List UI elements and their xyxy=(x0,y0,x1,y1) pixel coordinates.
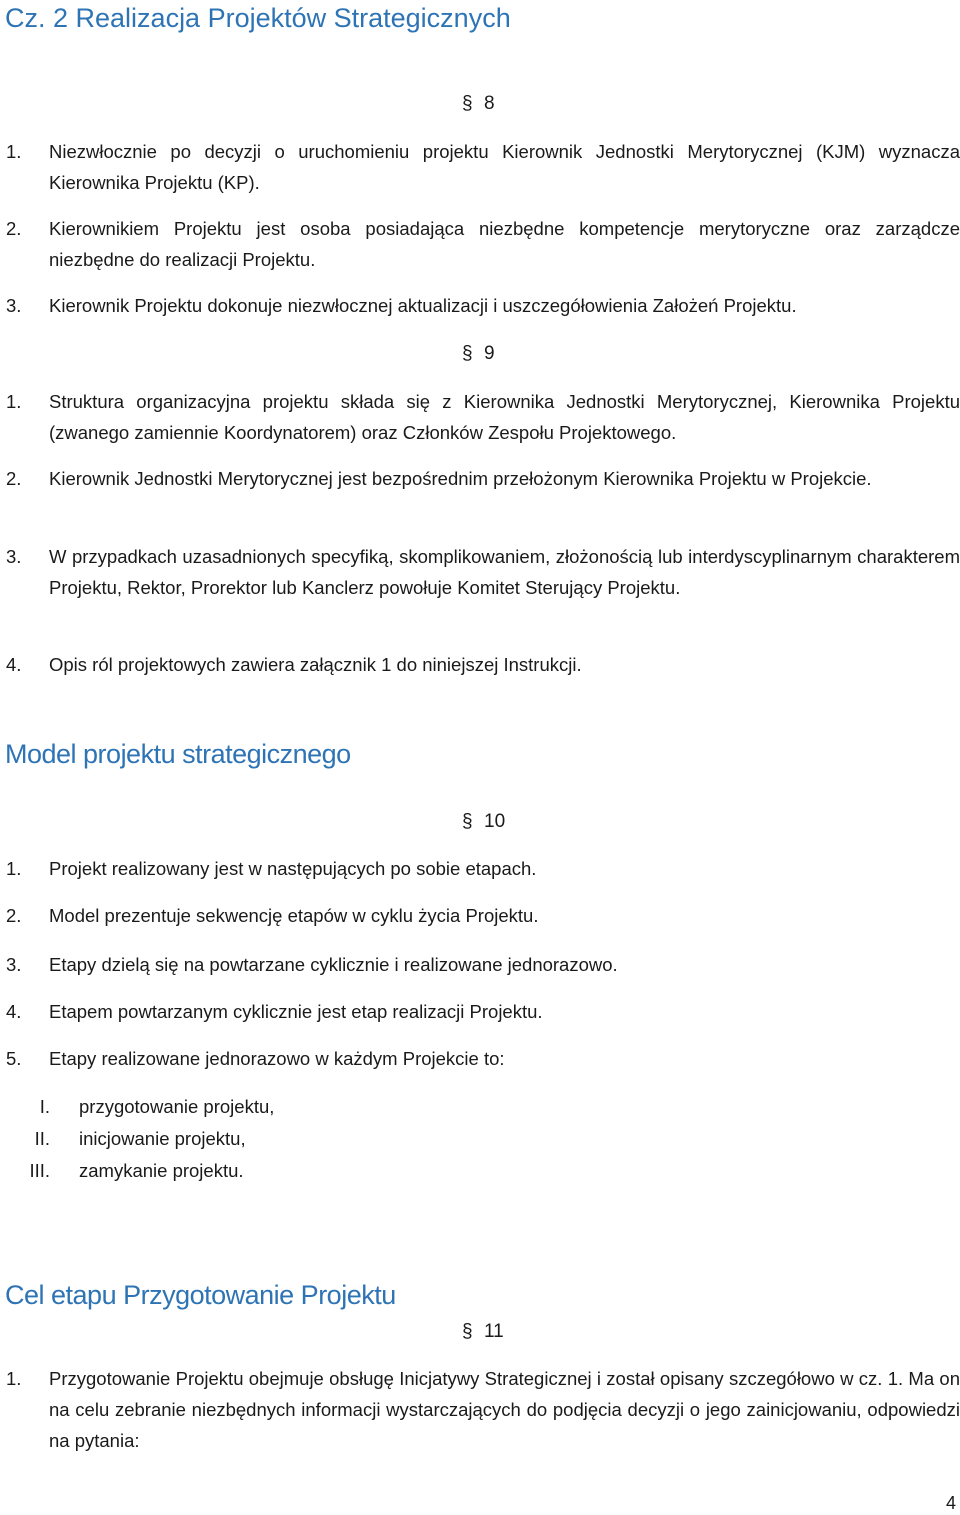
sublist-item: II. inicjowanie projektu, xyxy=(34,1128,246,1149)
list-item: 5. Etapy realizowane jednorazowo w każdym Projekcie to: xyxy=(6,1048,505,1069)
sublist-item: III. zamykanie projektu. xyxy=(29,1160,244,1181)
list-item: 2. Kierownikiem Projektu jest osoba posiadająca niezbędne kompetencje merytoryczne oraz zarządcze niezbędne do realizacji Projektu. xyxy=(6,218,960,270)
sublist-item: I. przygotowanie projektu, xyxy=(39,1096,275,1117)
list-item: 1. Przygotowanie Projektu obejmuje obsługę Inicjatywy Strategicznej i został opisany szczegółowo w cz. 1. Ma on na celu zebranie niezbędnych informacji wystarczających do podjęcia decyzji o jego zainicjowaniu, odpowiedzi na pytania: xyxy=(6,1368,960,1451)
section-8-heading: § 8 xyxy=(462,93,495,114)
section-heading-model: Model projektu strategicznego xyxy=(5,739,351,769)
page-number: 4 xyxy=(945,1493,956,1513)
chapter-heading: Cz. 2 Realizacja Projektów Strategicznych xyxy=(5,3,511,33)
list-item: 4. Etapem powtarzanym cyklicznie jest etap realizacji Projektu. xyxy=(6,1001,543,1022)
list-item: 3. Kierownik Projektu dokonuje niezwłocznej aktualizacji i uszczegółowienia Założeń Projektu. xyxy=(6,295,797,316)
list-item: 2. Model prezentuje sekwencję etapów w cyklu życia Projektu. xyxy=(6,905,539,926)
section-10-heading: § 10 xyxy=(462,811,506,832)
list-item: 1. Projekt realizowany jest w następujących po sobie etapach. xyxy=(6,858,537,879)
list-item: 3. Etapy dzielą się na powtarzane cyklicznie i realizowane jednorazowo. xyxy=(6,954,618,975)
list-item: 3. W przypadkach uzasadnionych specyfiką, skomplikowaniem, złożonością lub interdyscyplinarnym charakterem Projektu, Rektor, Prorektor lub Kanclerz powołuje Komitet Sterujący Projektu. xyxy=(6,546,960,598)
section-9-heading: § 9 xyxy=(462,343,495,364)
list-item: 1. Niezwłocznie po decyzji o uruchomieniu projektu Kierownik Jednostki Merytorycznej (KJM) wyznacza Kierownika Projektu (KP). xyxy=(6,141,960,193)
list-item: 4. Opis ról projektowych zawiera załącznik 1 do niniejszej Instrukcji. xyxy=(6,654,582,675)
list-item: 2. Kierownik Jednostki Merytorycznej jest bezpośrednim przełożonym Kierownika Projektu w Projekcie. xyxy=(6,468,872,489)
section-11-heading: § 11 xyxy=(462,1321,504,1342)
list-item: 1. Struktura organizacyjna projektu składa się z Kierownika Jednostki Merytorycznej, Kierownika Projektu (zwanego zamiennie Koordynatorem) oraz Członków Zespołu Projektowego. xyxy=(6,391,960,443)
section-heading-cel: Cel etapu Przygotowanie Projektu xyxy=(5,1280,396,1310)
